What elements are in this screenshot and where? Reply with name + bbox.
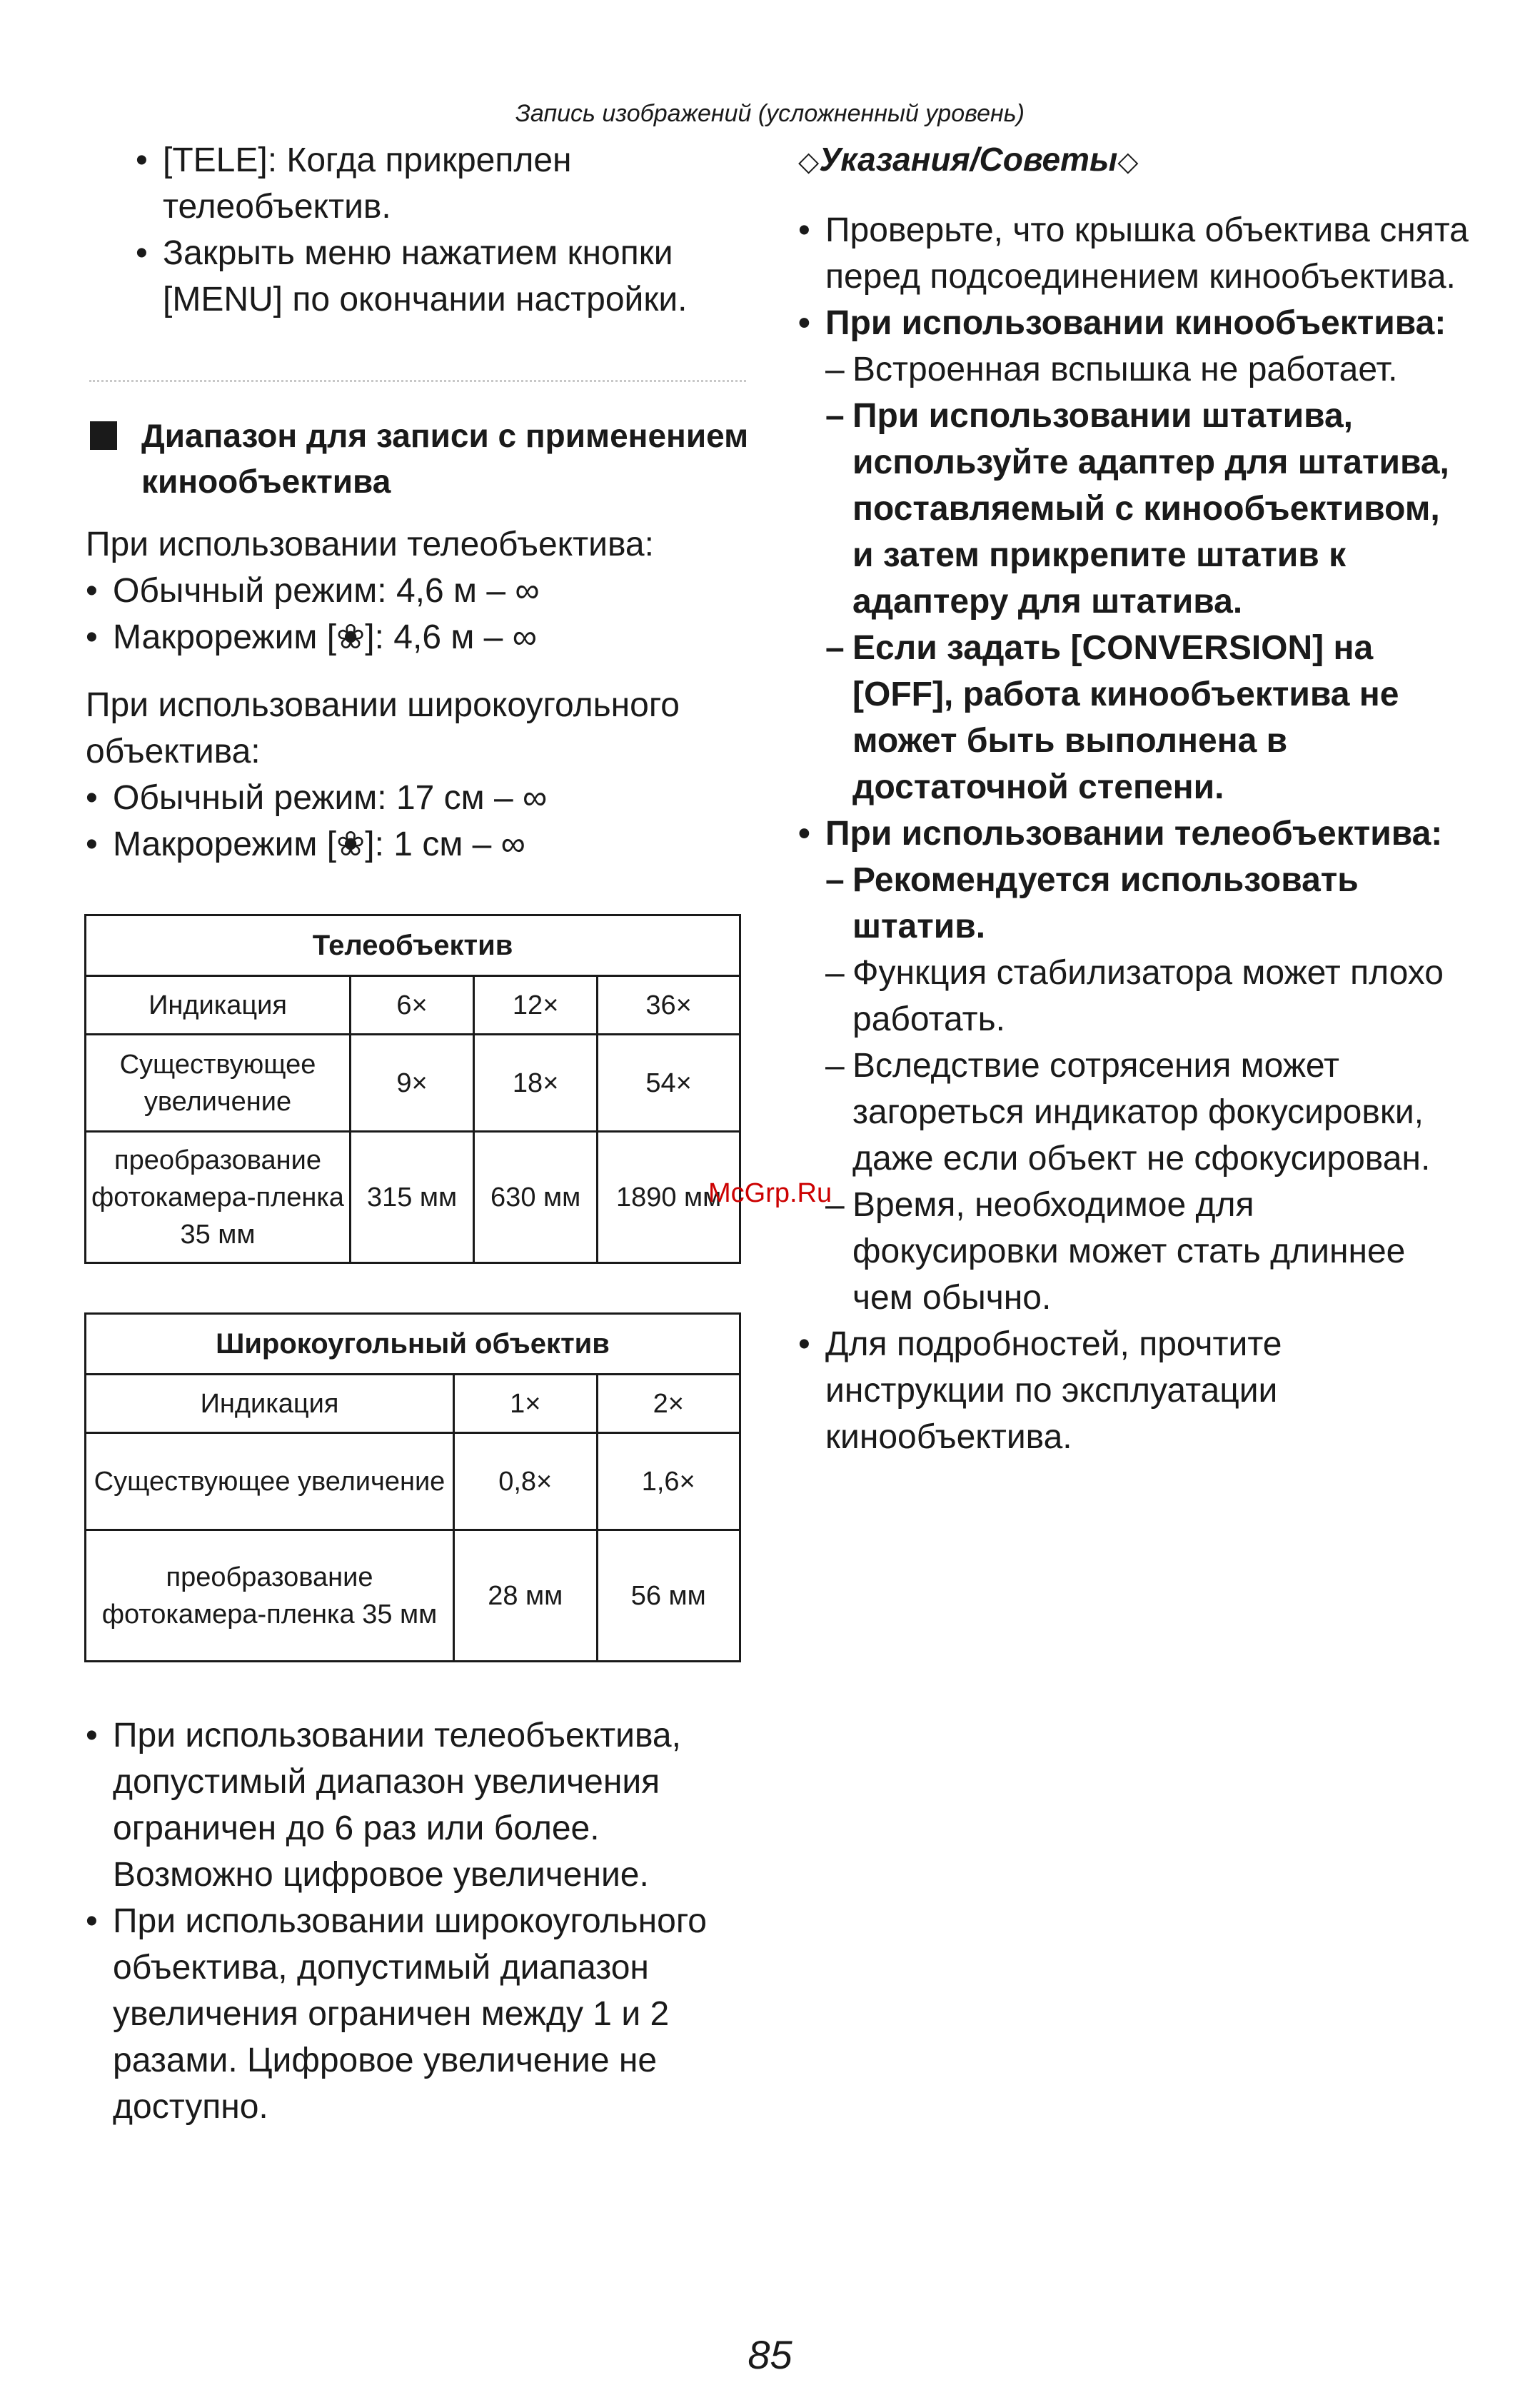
tip-conversion-off: – Если задать [CONVERSION] на [OFF], работа кинообъектива не может быть выполнена в достаточной степени. (825, 625, 1469, 810)
table-cell: 1× (454, 1375, 598, 1433)
section-title: Диапазон для записи с применением кинообъектива (141, 417, 749, 500)
watermark: McGrp.Ru (708, 1178, 832, 1208)
note-tele-zoom: • При использовании телеобъектива, допустимый диапазон увеличения ограничен до 6 раз или более. Возможно цифровое увеличение. (86, 1712, 757, 1898)
tele-range-block (86, 521, 757, 661)
tip-stabilizer: – Функция стабилизатора может плохо работать. (825, 950, 1469, 1043)
table-cell: 0,8× (454, 1433, 598, 1530)
tele-normal-range: • Обычный режим: 4,6 м – ∞ (86, 568, 757, 614)
running-header: Запись изображений (усложненный уровень) (515, 100, 1025, 127)
table-row (86, 1035, 740, 1132)
tip-flash: – Встроенная вспышка не работает. (825, 346, 1469, 393)
table-cell: преобразование фотокамера-пленка 35 мм (86, 1530, 454, 1662)
bullet-close-menu: • Закрыть меню нажатием кнопки [MENU] по окончании настройки. (136, 230, 757, 323)
table-cell: 54× (598, 1035, 740, 1132)
tips-heading (798, 140, 1469, 179)
table-cell: 56 мм (597, 1530, 740, 1662)
table-cell: 9× (351, 1035, 474, 1132)
diamond-icon: ◇ (1117, 147, 1139, 177)
table-row (86, 976, 740, 1035)
wide-normal-range: • Обычный режим: 17 см – ∞ (86, 775, 757, 821)
table-cell: 28 мм (454, 1530, 598, 1662)
table-cell: 630 мм (474, 1132, 598, 1263)
wide-table (84, 1312, 741, 1662)
tip-use-tripod: – Рекомендуется использовать штатив. (825, 857, 1469, 950)
table-cell: 12× (474, 976, 598, 1035)
table-cell: Существующее увеличение (86, 1035, 351, 1132)
table-row (86, 1530, 740, 1662)
note-wide-zoom: • При использовании широкоугольного объектива, допустимый диапазон увеличения ограничен между 1 и 2 разами. Цифровое увеличение не доступно. (86, 1898, 757, 2130)
table-cell: 18× (474, 1035, 598, 1132)
square-bullet-icon (90, 421, 117, 450)
table-row (86, 1433, 740, 1530)
wide-table-title: Широкоугольный объектив (86, 1314, 740, 1375)
tele-table-title: Телеобъектив (86, 915, 740, 976)
table-cell: Индикация (86, 1375, 454, 1433)
tip-focus-time: – Время, необходимое для фокусировки может стать длиннее чем обычно. (825, 1182, 1469, 1321)
tip-conversion-lens: • При использовании кинообъектива: (798, 300, 1469, 346)
table-cell: преобразование фотокамера-пленка 35 мм (86, 1132, 351, 1263)
dotted-divider (89, 380, 746, 382)
table-cell: 36× (598, 976, 740, 1035)
tip-instructions: • Для подробностей, прочтите инструкции по эксплуатации кинообъектива. (798, 1321, 1469, 1460)
tip-lens-cap: • Проверьте, что крышка объектива снята перед подсоединением кинообъектива. (798, 207, 1469, 300)
wide-range-block (86, 682, 757, 868)
table-row (86, 1132, 740, 1263)
page-number: 85 (748, 2332, 792, 2377)
table-cell: 6× (351, 976, 474, 1035)
table-cell: 1,6× (597, 1433, 740, 1530)
tip-tele-lens: • При использовании телеобъектива: (798, 810, 1469, 857)
tip-tripod-adapter: – При использовании штатива, используйте адаптер для штатива, поставляемый с кинообъективом, и затем прикрепите штатив к адаптеру для штатива. (825, 393, 1469, 625)
table-cell: 315 мм (351, 1132, 474, 1263)
section-heading (86, 413, 812, 504)
table-row (86, 1375, 740, 1433)
tele-intro: При использовании телеобъектива: (86, 526, 654, 563)
table-cell: 1890 мм (598, 1132, 740, 1263)
tele-table (84, 914, 741, 1264)
top-bullets (86, 137, 757, 323)
tele-macro-range: • Макрорежим [❀]: 4,6 м – ∞ (86, 614, 757, 661)
tip-focus-indicator: – Вследствие сотрясения может загореться индикатор фокусировки, даже если объект не сфокусирован. (825, 1043, 1469, 1182)
bottom-notes (86, 1712, 757, 2130)
wide-macro-range: • Макрорежим [❀]: 1 см – ∞ (86, 821, 757, 868)
table-cell: Существующее увеличение (86, 1433, 454, 1530)
wide-intro: При использовании широкоугольного объектива: (86, 686, 680, 770)
tips-list (798, 207, 1469, 1460)
tips-title: Указания/Советы (819, 141, 1118, 178)
bullet-tele: • [TELE]: Когда прикреплен телеобъектив. (136, 137, 757, 230)
table-cell: 2× (597, 1375, 740, 1433)
table-cell: Индикация (86, 976, 351, 1035)
diamond-icon: ◇ (798, 147, 820, 177)
